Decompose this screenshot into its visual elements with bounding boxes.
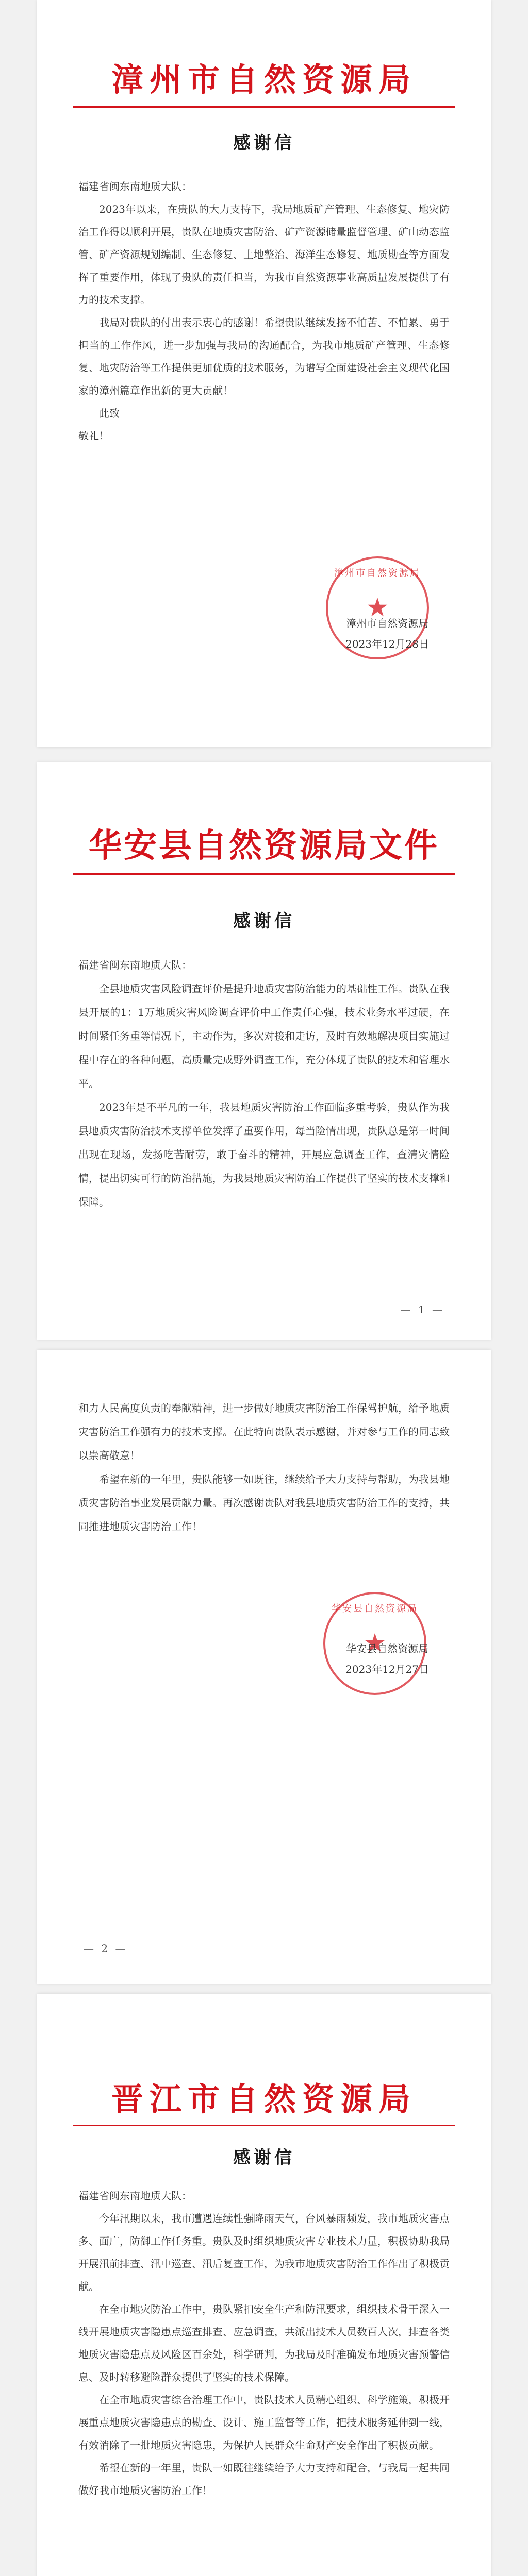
letterhead-rule [73,873,455,875]
paragraph: 全县地质灾害风险调查评价是提升地质灾害防治能力的基础性工作。贵队在我县开展的1：1万地质灾害风险调查评价中工作责任心强，技术业务水平过硬，在时间紧任务重等情况下，主动作为，多次对接和走访，及时有效地解决项目实施过程中存在的各种问题，高质量完成野外调查工作，充分体现了贵队的技术和管理水平。 [78,982,450,1090]
letterhead-title: 华安县自然资源局文件 [89,826,439,865]
letterhead-title: 晋江市自然资源局 [111,2080,417,2118]
paragraph: 在全市地质灾害综合治理工作中，贵队技术人员精心组织、科学施策，积极开展重点地质灾害隐患点的勘查、设计、施工监督等工作，把技术服务延伸到一线，有效消除了一批地质灾害隐患，为保护人民群众生命财产安全作出了积极贡献。 [78,2394,450,2451]
paragraph: 敬礼！ [78,430,109,442]
sign-date: 2023年12月27日 [345,1663,429,1675]
letter-title: 感谢信 [233,911,295,931]
salutation: 福建省闽东南地质大队： [78,2190,192,2202]
sign-date: 2023年12月28日 [345,638,429,650]
letter-page-huaan-1 [37,762,491,1340]
paragraph: 我局对贵队的付出表示衷心的感谢！希望贵队继续发扬不怕苦、不怕累、勇于担当的工作作风，进一步加强与我局的沟通配合，为我市地质矿产管理、生态修复、地灾防治等工作提供更加优质的技术服务，为谱写全面建设社会主义现代化国家的漳州篇章作出新的更大贡献！ [78,316,450,397]
signature-block [345,1638,429,1680]
letter-body [78,1396,450,1538]
page-number: — 2 — [84,1942,128,1955]
paragraph: 希望在新的一年里，贵队能够一如既往，继续给予大力支持与帮助，为我县地质灾害防治事业发展贡献力量。再次感谢贵队对我县地质灾害防治工作的支持，共同推进地质灾害防治工作！ [78,1473,450,1533]
official-seal: 华安县自然资源局 ★ [323,1592,426,1695]
paragraph: 今年汛期以来，我市遭遇连续性强降雨天气，台风暴雨频发，我市地质灾害点多、面广，防御工作任务重。贵队及时组织地质灾害专业技术力量，积极协助我局开展汛前排查、汛中巡查、汛后复查工作，为我市地质灾害防治工作作出了积极贡献。 [78,2212,450,2293]
paragraph: 希望在新的一年里，贵队一如既往继续给予大力支持和配合，与我局一起共同做好我市地质灾害防治工作！ [78,2462,450,2497]
salutation: 福建省闽东南地质大队： [78,959,192,971]
letter-page-huaan-2 [37,1350,491,1984]
signature-block [345,613,429,654]
letterhead-rule [73,106,455,108]
letter-body [78,953,450,1214]
page-number: — 1 — [400,1303,444,1316]
paragraph: 在全市地灾防治工作中，贵队紧扣安全生产和防汛要求，组织技术骨干深入一线开展地质灾害隐患点巡查排查、应急调查，共派出技术人员数百人次，排查各类地质灾害隐患点及风险区百余处，科学研判，为我局及时准确发布地质灾害预警信息、及时转移避险群众提供了坚实的技术保障。 [78,2303,450,2383]
letter-title: 感谢信 [233,2147,295,2168]
salutation: 福建省闽东南地质大队： [78,180,192,193]
sign-org: 华安县自然资源局 [346,1642,429,1655]
letter-page-jinjiang [37,1994,491,2576]
letterhead-title: 漳州市自然资源局 [111,61,417,98]
letter-page-zhangzhou [37,0,491,747]
paragraph: 和力人民高度负责的奉献精神，进一步做好地质灾害防治工作保驾护航，给予地质灾害防治工作强有力的技术支撑。在此特向贵队表示感谢，并对参与工作的同志致以崇高敬意！ [78,1402,450,1462]
letter-body [78,2184,450,2502]
paragraph: 此致 [99,407,120,419]
letterhead-rule [73,2125,455,2126]
official-seal: 漳州市自然资源局 ★ [326,556,429,659]
letter-title: 感谢信 [233,133,295,154]
paragraph: 2023年是不平凡的一年，我县地质灾害防治工作面临多重考验，贵队作为我县地质灾害防治技术支撑单位发挥了重要作用，每当险情出现，贵队总是第一时间出现在现场，发扬吃苦耐劳，敢于奋斗的精神，开展应急调查工作，查清灾情险情，提出切实可行的防治措施，为我县地质灾害防治工作提供了坚实的技术支撑和保障。 [78,1101,450,1208]
sign-org: 漳州市自然资源局 [346,617,429,630]
letter-body [78,175,450,447]
paragraph: 2023年以来，在贵队的大力支持下，我局地质矿产管理、生态修复、地灾防治工作得以顺利开展，贵队在地质灾害防治、矿产资源储量监督管理、矿山动态监管、矿产资源规划编制、生态修复、土地整治、海洋生态修复、地质勘查等方面发挥了重要作用，体现了贵队的责任担当，为我市自然资源事业高质量发展提供了有力的技术支撑。 [78,203,450,306]
